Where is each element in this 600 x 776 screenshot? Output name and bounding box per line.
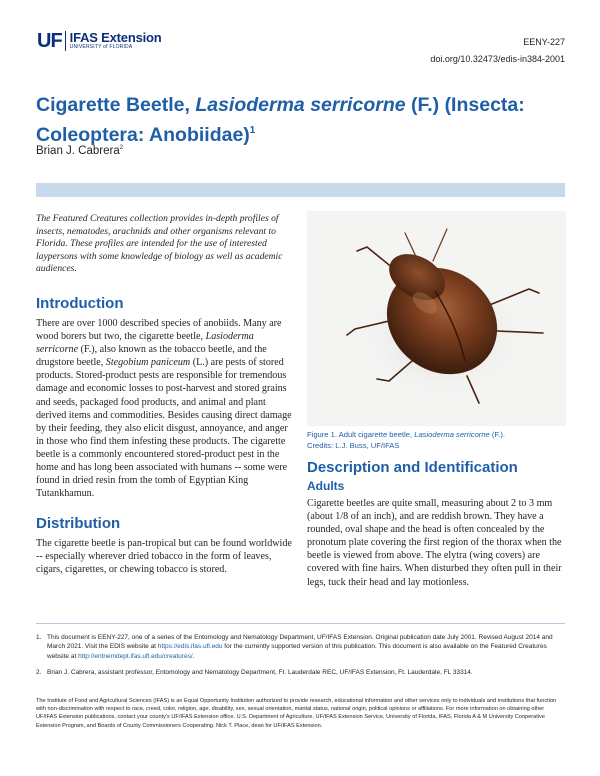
description-heading: Description and Identification (307, 459, 518, 476)
header-band (36, 183, 565, 197)
introduction-text: There are over 1000 described species of anobiids. Many are wood borers but two, the cigarette beetle, Lasioderma serricorne (F.), also known as the tobacco beetle, and the drugstore beetle, Stegobium paniceum (L.) are pests of stored products. Stored-product pests are responsible for tremendous damage and economic losses to post-harvest and stored grains and seeds, packaged food products, and animal and plant derived items and commodities. Besides causing direct damage by their feeding, they also elicit disgust, annoyance, and anger in those who find them infesting these products. The cigarette beetle is a commonly encountered stored-product pest in the home and has long been associated with humans -- some were found in dried resin from the tomb of Egyptian King Tutankhamun. (36, 317, 292, 500)
footnotes (36, 633, 565, 685)
distribution-text: The cigarette beetle is pan-tropical but can be found worldwide -- especially wherever dried tobacco in the form of leaves, cigars, cigarettes, or chewing tobacco is stored. (36, 538, 292, 576)
document-identifier (430, 34, 565, 68)
featured-creatures-link[interactable]: http://entnemdept.ifas.ufl.edu/creatures/ (78, 652, 193, 660)
logo-university-text: UNIVERSITY of FLORIDA (69, 44, 133, 50)
author-line (36, 145, 123, 157)
beetle-photo (307, 211, 566, 426)
doc-number: EENY-227 (523, 37, 565, 47)
right-column (307, 459, 566, 589)
author-name: Brian J. Cabrera (36, 145, 120, 157)
author-footnote-ref[interactable]: 2 (119, 145, 124, 151)
footnote-2: 2. Brian J. Cabrera, assistant professor, Entomology and Nematology Department, Ft. Lauderdale REC, UF/IFAS Extension, Ft. Lauderdale, FL 33314. (36, 669, 473, 677)
title-footnote-ref[interactable]: 1 (249, 125, 256, 136)
footnote-divider (36, 623, 565, 624)
cigarette-beetle-image (307, 211, 566, 426)
adults-text: Cigarette beetles are quite small, measuring about 2 to 3 mm (about 1/8 of an inch), and are reddish brown. They have a rounded, oval shape and the head is often concealed by the pronotum plate covering the first region of the thorax when the beetle is viewed from above. The elytra (wing covers) are covered with fine hairs. When disturbed they often pull in their legs, tuck their head and lay motionless. (307, 498, 562, 588)
left-column (36, 213, 294, 577)
logo-ifas-text: IFAS Extension (69, 30, 162, 45)
footnote-1: 1. This document is EENY-227, one of a series of the Entomology and Nematology Department, UF/IFAS Extension. Original publication date July 2001. Revised August 2014 and March 2021. Visit the EDIS website at https://edis.ifas.ufl.edu for the currently supported version of this publication. This document is also available on the Featured Creatures website at http://entnemdept.ifas.ufl.edu/creatures/. (36, 634, 553, 660)
legal-notice: The Institute of Food and Agricultural Sciences (IFAS) is an Equal Opportunity Institution authorized to provide research, educational information and other services only to individuals and institutions that function with non-discrimination with respect to race, creed, color, religion, age, disability, sex, sexual orientation, marital status, national origin, political opinions or affiliations. For more information on obtaining other UF/IFAS Extension publications, contact your county's UF/IFAS Extension office. U.S. Department of Agriculture, UF/IFAS Extension Service, University of Florida, IFAS, Florida A & M University Cooperative Extension Program, and Boards of County Commissioners Cooperating. Nick T. Place, dean for UF/IFAS Extension. (36, 698, 557, 729)
introduction-heading: Introduction (36, 294, 124, 312)
ifas-logo (37, 31, 162, 51)
edis-link[interactable]: https://edis.ifas.ufl.edu (157, 643, 223, 651)
title-species: Lasioderma serricorne (195, 94, 406, 116)
adults-subheading: Adults (307, 479, 345, 493)
page-title: Cigarette Beetle, Lasioderma serricorne (F.) (Insecta: Coleoptera: Anobiidae)$^1$ (36, 94, 525, 146)
doi-link[interactable]: doi.org/10.32473/edis-in384-2001 (430, 54, 565, 64)
logo-uf-mark: UF (37, 30, 62, 52)
figure-caption: Figure 1. Adult cigarette beetle, Lasioderma serricorne (F.). Credits: L.J. Buss, UF/IFAS (307, 430, 566, 451)
featured-creatures-intro: The Featured Creatures collection provides in-depth profiles of insects, nematodes, arachnids and other organisms relevant to Florida. These profiles are intended for the use of interested laypersons with some knowledge of biology as well as academic audiences. (36, 213, 283, 275)
logo-divider (65, 31, 66, 51)
figure-credit: Credits: L.J. Buss, UF/IFAS (307, 440, 400, 450)
distribution-heading: Distribution (36, 515, 121, 533)
